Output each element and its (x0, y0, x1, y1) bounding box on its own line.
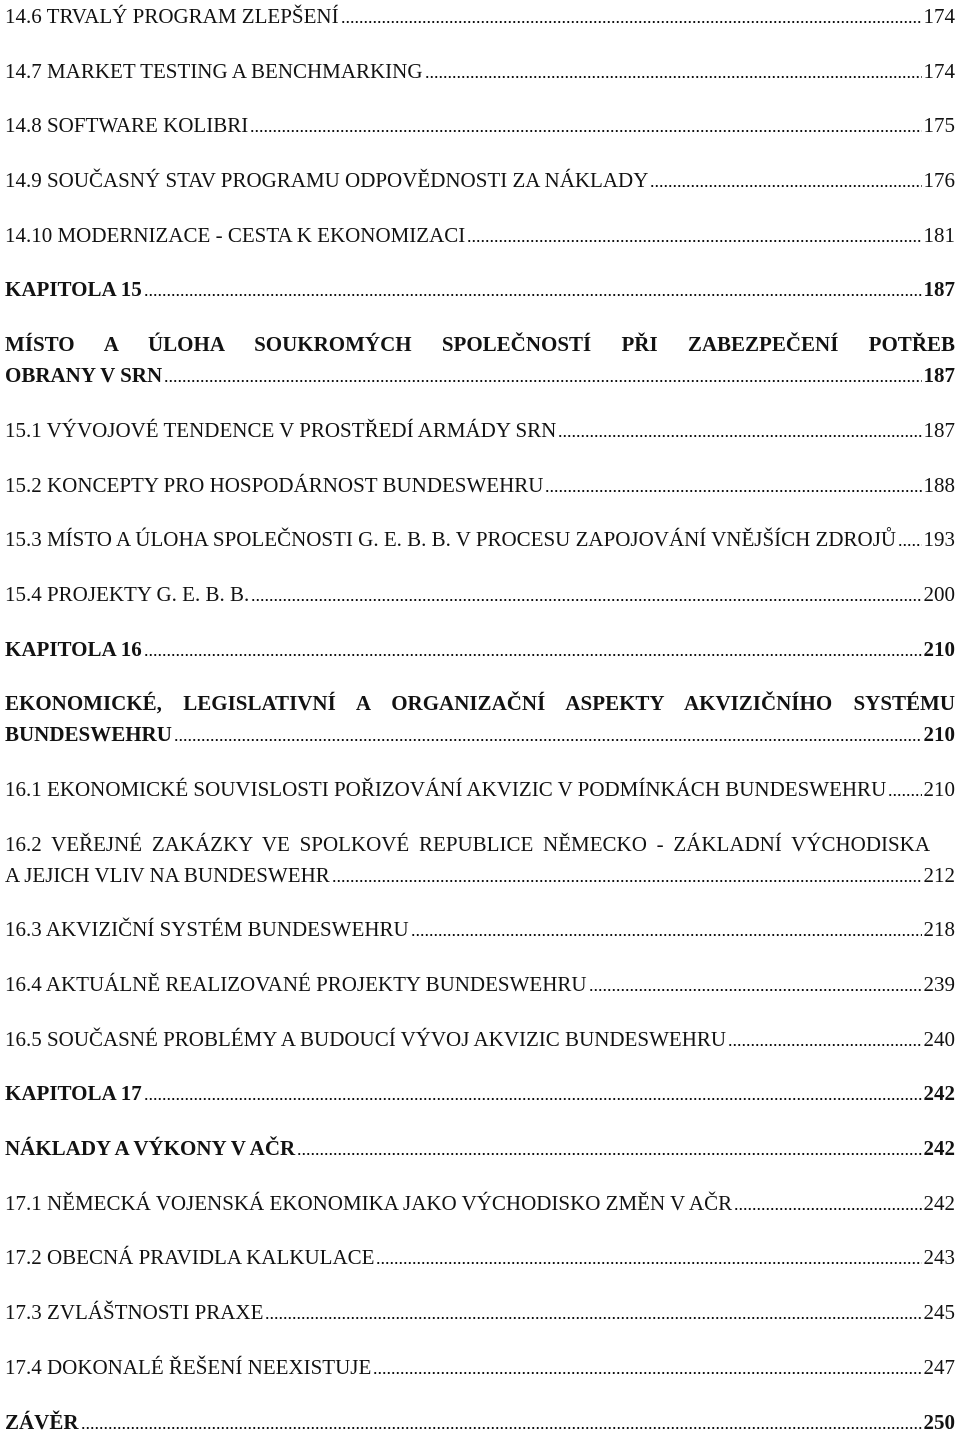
section-entry (5, 110, 955, 141)
page-number: 187 (923, 363, 955, 388)
section-entry (5, 470, 955, 501)
chapter-title-line: OBRANY V SRN (5, 363, 163, 388)
dot-leader (728, 1024, 921, 1055)
dot-leader (332, 860, 922, 891)
chapter-title-entry (5, 1133, 955, 1164)
page-number: 187 (923, 417, 955, 442)
chapter-title-entry (5, 688, 955, 750)
section-title: 17.1 NĚMECKÁ VOJENSKÁ EKONOMIKA JAKO VÝCHODISKO ZMĚN V AČR (5, 1190, 733, 1215)
dot-leader (341, 1, 922, 32)
section-title: 14.6 TRVALÝ PROGRAM ZLEPŠENÍ (5, 4, 339, 28)
section-entry (5, 415, 955, 446)
dot-leader (425, 56, 922, 87)
dot-leader (888, 774, 921, 805)
page-number: 243 (923, 1245, 955, 1270)
page-number: 175 (923, 113, 955, 138)
section-title: 14.8 SOFTWARE KOLIBRI (5, 113, 249, 138)
chapter-title-line: BUNDESWEHRU (5, 722, 172, 747)
section-title: 16.1 EKONOMICKÉ SOUVISLOSTI POŘIZOVÁNÍ AKVIZIC V PODMÍNKÁCH BUNDESWEHRU (5, 776, 887, 801)
page-number: 212 (923, 862, 955, 887)
page-number: 187 (923, 277, 955, 302)
section-title: 17.3 ZVLÁŠTNOSTI PRAXE (5, 1300, 264, 1325)
section-entry (5, 56, 955, 87)
dot-leader (898, 524, 921, 555)
dot-leader (558, 415, 921, 446)
page-number: 193 (923, 527, 955, 552)
page-number: 242 (923, 1136, 955, 1161)
section-entry (5, 1297, 955, 1328)
chapter-label-entry (5, 1078, 955, 1109)
section-title: 15.2 KONCEPTY PRO HOSPODÁRNOST BUNDESWEHRU (5, 472, 544, 497)
chapter-label: KAPITOLA 16 (5, 636, 142, 661)
chapter-title-entry (5, 329, 955, 391)
dot-leader (734, 1188, 921, 1219)
chapter-title-line: EKONOMICKÉ, LEGISLATIVNÍ A ORGANIZAČNÍ ASPEKTY AKVIZIČNÍHO SYSTÉMU (5, 691, 955, 716)
section-title: 16.5 SOUČASNÉ PROBLÉMY A BUDOUCÍ VÝVOJ AKVIZIC BUNDESWEHRU (5, 1026, 727, 1051)
page-number: 250 (923, 1409, 955, 1434)
section-title: 15.1 VÝVOJOVÉ TENDENCE V PROSTŘEDÍ ARMÁDY SRN (5, 417, 557, 442)
section-entry (5, 220, 955, 251)
dot-leader (589, 969, 922, 1000)
dot-leader (467, 220, 921, 251)
section-entry (5, 1352, 955, 1383)
page-number: 188 (923, 472, 955, 497)
chapter-label: KAPITOLA 15 (5, 277, 142, 302)
section-title: 16.4 AKTUÁLNĚ REALIZOVANÉ PROJEKTY BUNDESWEHRU (5, 972, 587, 996)
page-number: 245 (923, 1300, 955, 1325)
section-entry (5, 969, 955, 1000)
page-number: 176 (923, 168, 955, 193)
section-title: 14.7 MARKET TESTING A BENCHMARKING (5, 58, 423, 83)
dot-leader (174, 719, 922, 750)
dot-leader (164, 360, 921, 391)
section-entry (5, 914, 955, 945)
section-title: 16.3 AKVIZIČNÍ SYSTÉM BUNDESWEHRU (5, 917, 409, 942)
dot-leader (144, 1078, 922, 1109)
section-title: 15.3 MÍSTO A ÚLOHA SPOLEČNOSTI G. E. B. B. V PROCESU ZAPOJOVÁNÍ VNĚJŠÍCH ZDROJŮ (5, 527, 897, 552)
page-number: 181 (923, 222, 955, 247)
conclusion-title: ZÁVĚR (5, 1409, 79, 1434)
section-title-line: A JEJICH VLIV NA BUNDESWEHR (5, 862, 330, 887)
section-entry (5, 1188, 955, 1219)
page-number: 174 (923, 58, 955, 83)
dot-leader (297, 1133, 921, 1164)
dot-leader (251, 579, 921, 610)
chapter-label-entry (5, 274, 955, 305)
section-entry (5, 774, 955, 805)
page-number: 240 (923, 1026, 955, 1051)
dot-leader (81, 1407, 922, 1438)
page-number: 242 (923, 1190, 955, 1215)
section-entry (5, 829, 955, 891)
dot-leader (650, 165, 921, 196)
section-title: 17.4 DOKONALÉ ŘEŠENÍ NEEXISTUJE (5, 1354, 372, 1379)
page-number: 210 (923, 776, 955, 801)
dot-leader (411, 914, 922, 945)
chapter-label: KAPITOLA 17 (5, 1081, 142, 1106)
dot-leader (144, 634, 922, 665)
chapter-title: NÁKLADY A VÝKONY V AČR (5, 1136, 296, 1161)
dot-leader (376, 1242, 921, 1273)
dot-leader (265, 1297, 921, 1328)
section-title-line: 16.2 VEŘEJNÉ ZAKÁZKY VE SPOLKOVÉ REPUBLICE NĚMECKO - ZÁKLADNÍ VÝCHODISKA (5, 831, 930, 856)
page-number: 210 (923, 636, 955, 661)
section-entry (5, 579, 955, 610)
section-title: 14.10 MODERNIZACE - CESTA K EKONOMIZACI (5, 222, 466, 247)
section-title: 15.4 PROJEKTY G. E. B. B. (5, 581, 250, 606)
section-entry (5, 524, 955, 555)
chapter-label-entry (5, 634, 955, 665)
section-title: 14.9 SOUČASNÝ STAV PROGRAMU ODPOVĚDNOSTI ZA NÁKLADY (5, 168, 649, 193)
page-number: 242 (923, 1081, 955, 1106)
section-title: 17.2 OBECNÁ PRAVIDLA KALKULACE (5, 1245, 375, 1270)
dot-leader (144, 274, 922, 305)
page-number: 174 (923, 4, 955, 28)
dot-leader (250, 110, 921, 141)
page-number: 200 (923, 581, 955, 606)
page-number: 210 (923, 722, 955, 747)
dot-leader (545, 470, 921, 501)
section-entry (5, 1242, 955, 1273)
dot-leader (373, 1352, 921, 1383)
page-number: 218 (923, 917, 955, 942)
page-number: 239 (923, 972, 955, 996)
section-entry (5, 1024, 955, 1055)
conclusion-entry (5, 1407, 955, 1438)
section-entry (5, 1, 955, 32)
chapter-title-line: MÍSTO A ÚLOHA SOUKROMÝCH SPOLEČNOSTÍ PŘI ZABEZPEČENÍ POTŘEB (5, 332, 955, 357)
page-number: 247 (923, 1354, 955, 1379)
section-entry (5, 165, 955, 196)
